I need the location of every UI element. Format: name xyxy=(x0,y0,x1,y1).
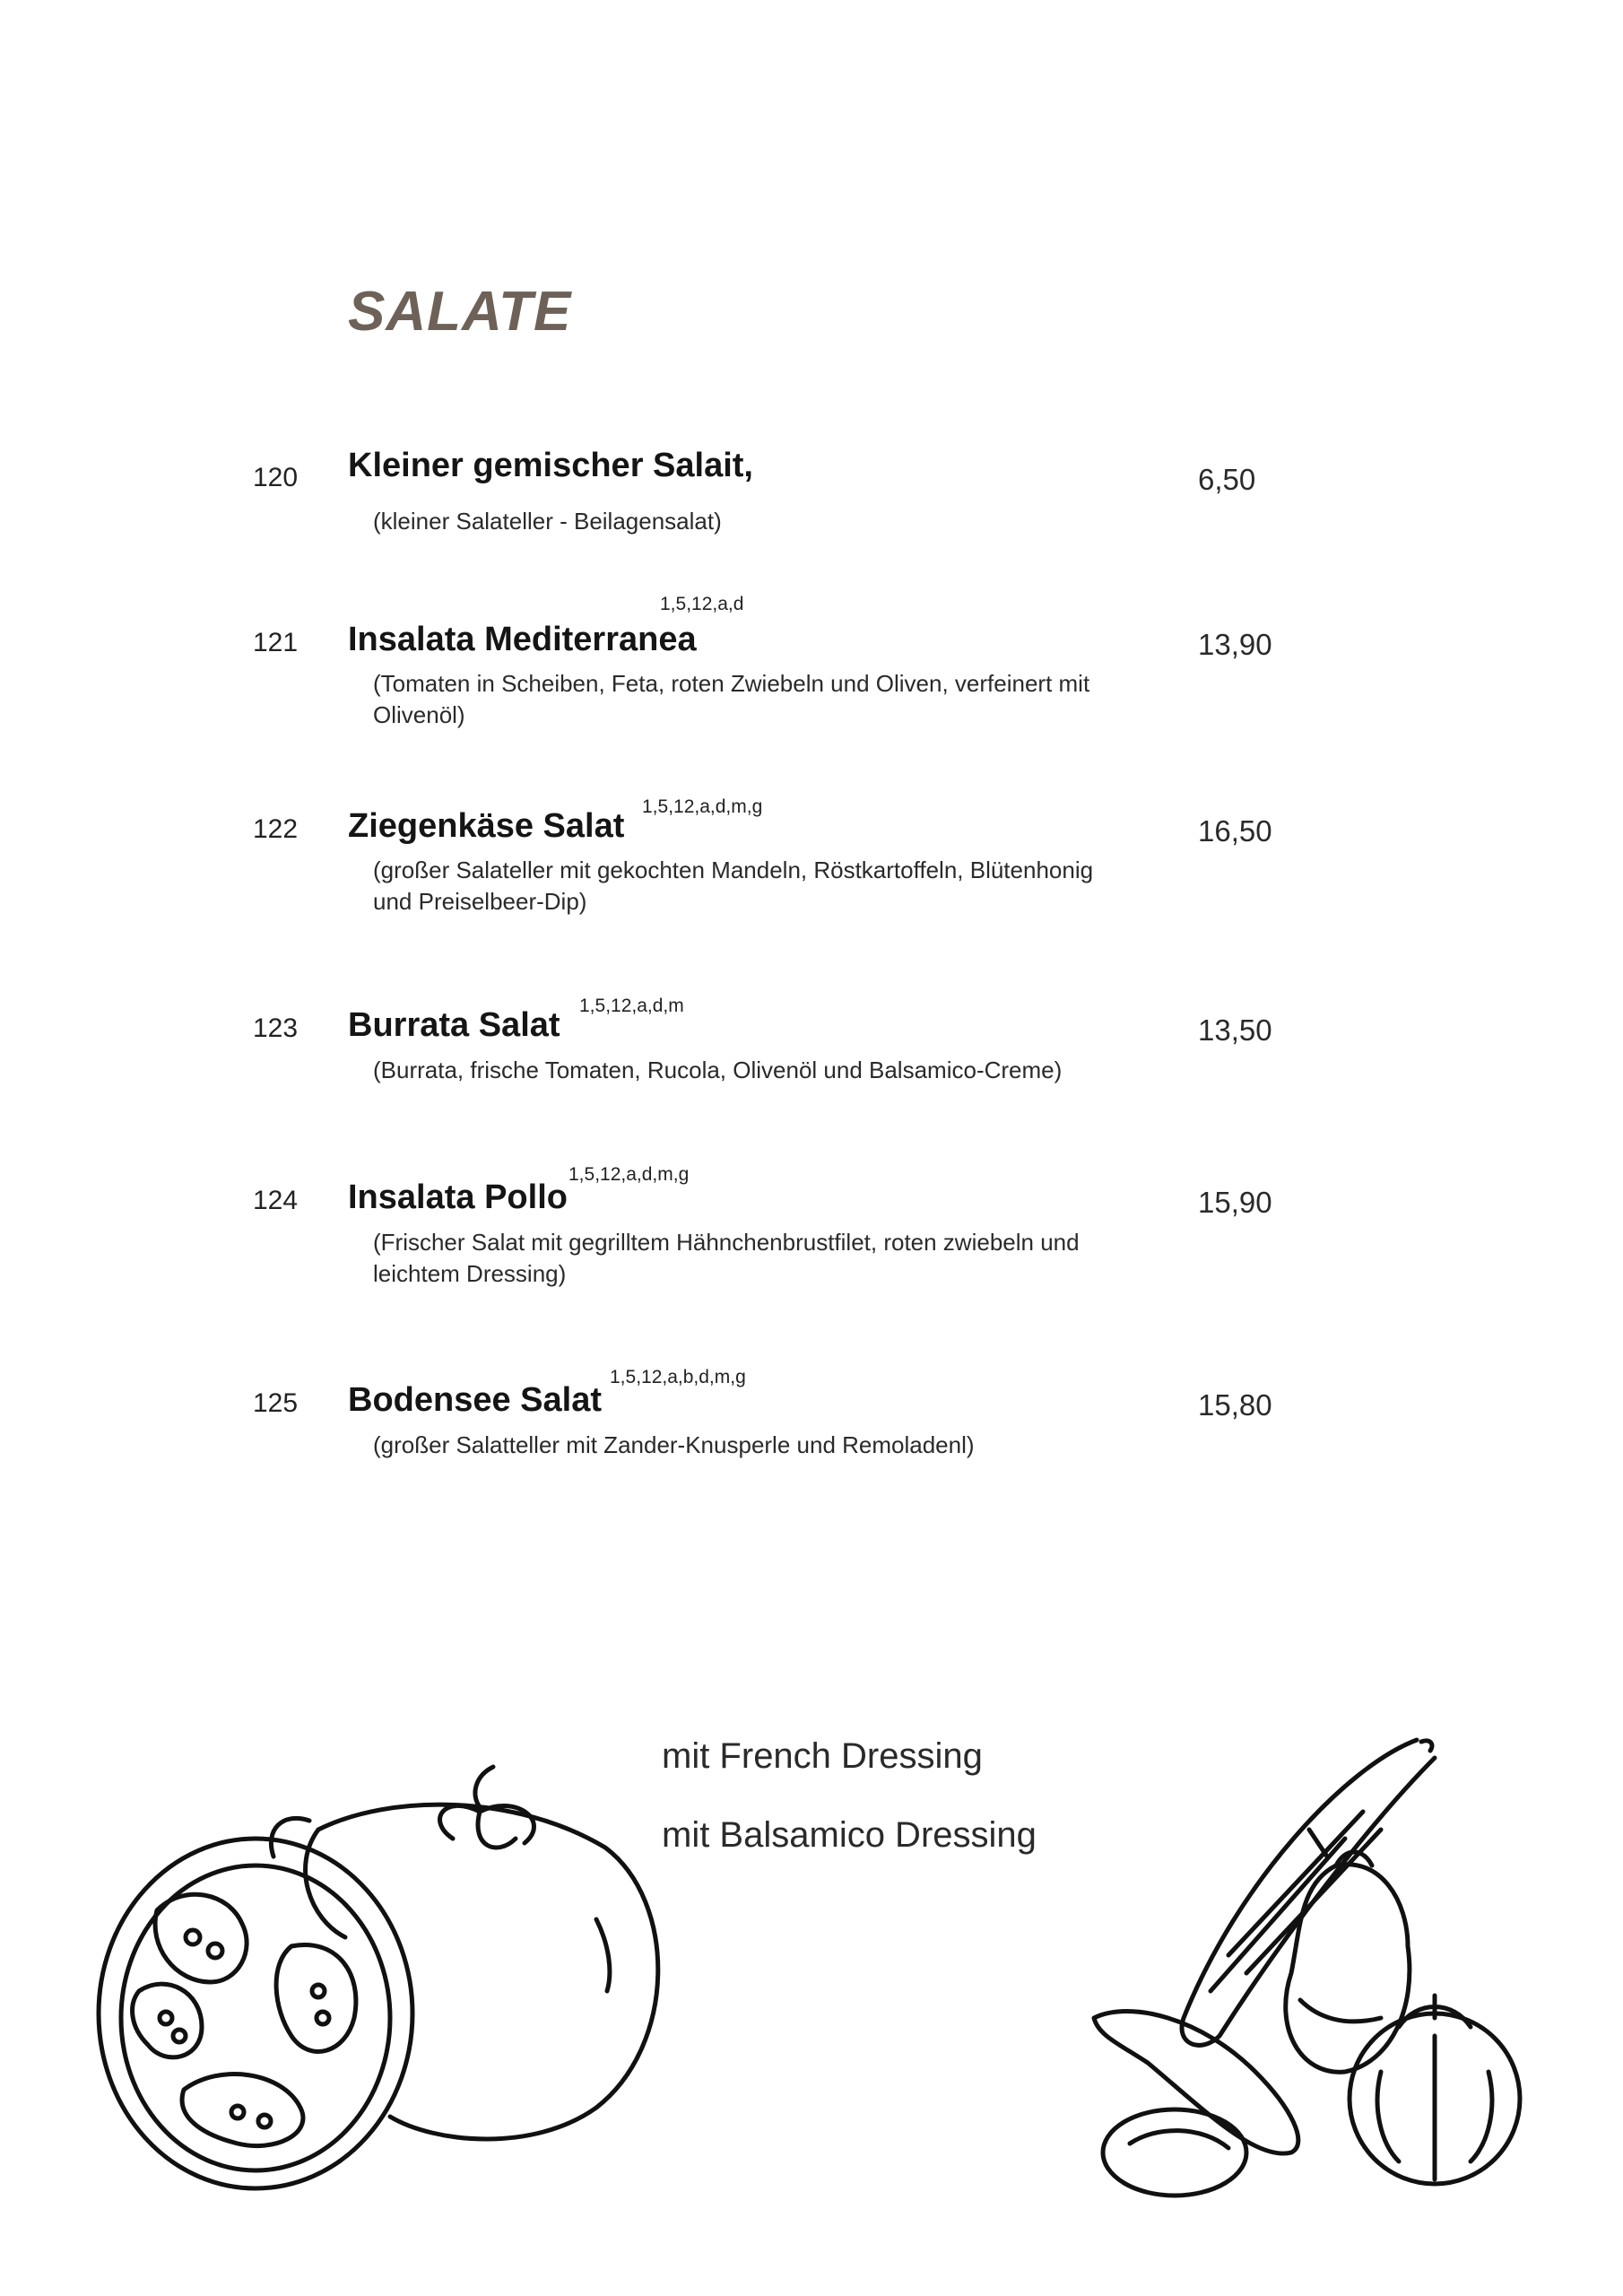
item-allergens: 1,5,12,a,d,m,g xyxy=(642,796,763,817)
item-price: 16,50 xyxy=(1198,814,1272,848)
item-price: 15,80 xyxy=(1198,1388,1272,1422)
item-name: Kleiner gemischer Salait, xyxy=(348,447,753,484)
item-name: Burrata Salat xyxy=(348,1006,560,1044)
tomato-illustration-icon xyxy=(49,1758,677,2224)
item-number: 121 xyxy=(253,628,299,657)
item-name: Insalata Pollo xyxy=(348,1178,568,1216)
item-description: (kleiner Salateller - Beilagensalat) xyxy=(373,508,722,535)
item-price: 6,50 xyxy=(1198,463,1256,496)
item-price: 15,90 xyxy=(1198,1186,1272,1219)
item-allergens: 1,5,12,a,d,m xyxy=(579,996,684,1016)
item-description: (Frischer Salat mit gegrilltem Hähnchenbrustfilet, roten zwiebeln und leichtem Dressing) xyxy=(373,1229,1080,1287)
item-allergens: 1,5,12,a,d xyxy=(660,594,744,614)
item-name: Bodensee Salat xyxy=(348,1381,602,1419)
page-title: SALATE xyxy=(348,281,572,343)
item-allergens: 1,5,12,a,b,d,m,g xyxy=(610,1367,746,1387)
item-price: 13,90 xyxy=(1198,628,1272,661)
item-number: 125 xyxy=(253,1388,299,1418)
item-number: 124 xyxy=(253,1186,299,1215)
dressing-option: mit Balsamico Dressing xyxy=(662,1815,1037,1855)
item-number: 122 xyxy=(253,814,299,844)
item-allergens: 1,5,12,a,d,m,g xyxy=(568,1164,690,1185)
item-description: (großer Salateller mit gekochten Mandeln, Röstkartoffeln, Blütenhonig und Preiselbeer-Dip) xyxy=(373,857,1094,915)
item-number: 123 xyxy=(253,1013,299,1043)
dressing-option: mit French Dressing xyxy=(662,1736,983,1776)
item-price: 13,50 xyxy=(1198,1013,1272,1047)
item-description: (Tomaten in Scheiben, Feta, roten Zwiebeln und Oliven, verfeinert mit Olivenöl) xyxy=(373,670,1090,728)
item-description: (Burrata, frische Tomaten, Rucola, Olivenöl und Balsamico-Creme) xyxy=(373,1057,1063,1083)
item-name: Insalata Mediterranea xyxy=(348,621,697,658)
item-name: Ziegenkäse Salat xyxy=(348,807,625,845)
item-description: (großer Salatteller mit Zander-Knusperle und Remoladenl) xyxy=(373,1431,975,1458)
vegetables-illustration-icon xyxy=(1076,1731,1578,2233)
item-number: 120 xyxy=(253,463,299,492)
